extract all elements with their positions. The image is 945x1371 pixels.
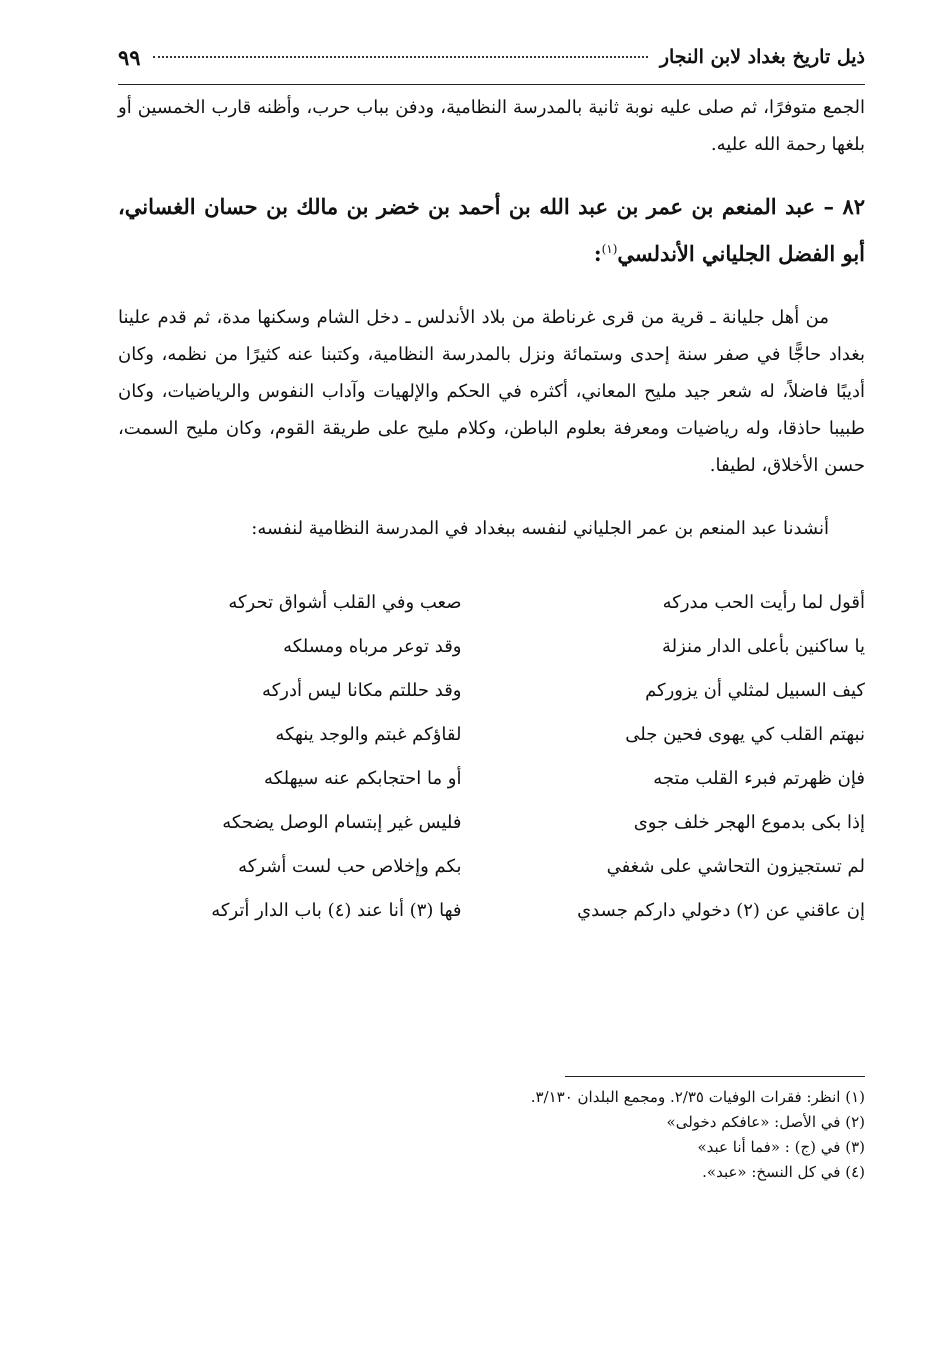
entry-heading-text: ٨٢ – عبد المنعم بن عمر بن عبد الله بن أحمد بن خضر بن مالك بن حسان الغساني، أبو الفضل الجلياني الأندلسي: [118, 194, 865, 266]
verse-1-first: أقول لما رأيت الحب مدركه: [662, 592, 865, 613]
biography-paragraph: من أهل جليانة ـ قرية من قرى غرناطة من بلاد الأندلس ـ دخل الشام وسكنها مدة، ثم قدم علينا بغداد حاجًّا في صفر سنة إحدى وستمائة ونزل بالمدرسة النظامية، وكتبنا عنه كثيرًا من نظمه، وكان أديبًا فاضلاً، له شعر جيد مليح المعاني، أكثره في الحكم والإلهيات وآداب النفوس والرياضيات، وكان طبيبا حاذقا، وله رياضيات ومعرفة بعلوم الباطن، وكلام مليح على طريقة القوم، وكان مليح السمت، حسن الأخلاق، لطيفا.: [118, 307, 865, 476]
entry-heading-colon: :: [593, 241, 602, 266]
verse-4-first: نبهتم القلب كي يهوى فحين جلى: [625, 724, 865, 745]
running-header-title: ذيل تاريخ بغداد لابن النجار: [659, 46, 865, 68]
verse-6-second: فليس غير إبتسام الوصل يضحكه: [222, 812, 462, 833]
book-page: [118, 30, 865, 1350]
header-dotted-leader: [153, 56, 648, 58]
footnote-ref-1: (١): [601, 242, 618, 256]
page-number: ٩٩: [118, 44, 141, 70]
footnote-separator: [565, 1076, 865, 1077]
verse-2-second: وقد توعر مرباه ومسلكه: [283, 636, 462, 657]
verse-6-first: إذا بكى بدموع الهجر خلف جوى: [633, 812, 865, 833]
verse-8-second: فها (٣) أنا عند (٤) باب الدار أتركه: [211, 900, 462, 921]
verse-5-first: فإن ظهرتم فبرء القلب متجه: [653, 768, 865, 789]
verse-2-first: يا ساكنين بأعلى الدار منزلة: [661, 636, 865, 657]
entry-heading: [118, 185, 865, 275]
running-header: [118, 30, 865, 85]
verse-7-first: لم تستجيزون التحاشي على شغفي: [606, 856, 865, 877]
verse-8-first: إن عاقني عن (٢) دخولي داركم جسدي: [577, 900, 865, 921]
poem-intro: أنشدنا عبد المنعم بن عمر الجلياني لنفسه ببغداد في المدرسة النظامية لنفسه:: [251, 518, 829, 539]
verse-3-second: وقد حللتم مكانا ليس أدركه: [262, 680, 462, 701]
footnote-3: (٣) في (ج) : «فما أنا عبد»: [697, 1138, 865, 1156]
verse-5-second: أو ما احتجابكم عنه سيهلكه: [264, 768, 462, 789]
verse-4-second: لقاؤكم غبتم والوجد ينهكه: [275, 724, 462, 745]
verse-7-second: بكم وإخلاص حب لست أشركه: [238, 856, 462, 877]
verse-3-first: كيف السبيل لمثلي أن يزوركم: [645, 680, 865, 701]
paragraph-continuation: الجمع متوفرًا، ثم صلى عليه نوبة ثانية بالمدرسة النظامية، ودفن بباب حرب، وأظنه قارب الخمسين أو بلغها رحمة الله عليه.: [118, 97, 865, 155]
footnote-2: (٢) في الأصل: «عافكم دخولى»: [666, 1113, 865, 1131]
footnote-4: (٤) في كل النسخ: «عبد».: [702, 1163, 865, 1181]
footnote-1: (١) انظر: فقرات الوفيات ٢/٣٥. ومجمع البلدان ٣/١٣٠.: [530, 1088, 865, 1106]
footnotes: [118, 1076, 865, 1185]
poem: [118, 581, 865, 933]
verse-1-second: صعب وفي القلب أشواق تحركه: [228, 592, 462, 613]
